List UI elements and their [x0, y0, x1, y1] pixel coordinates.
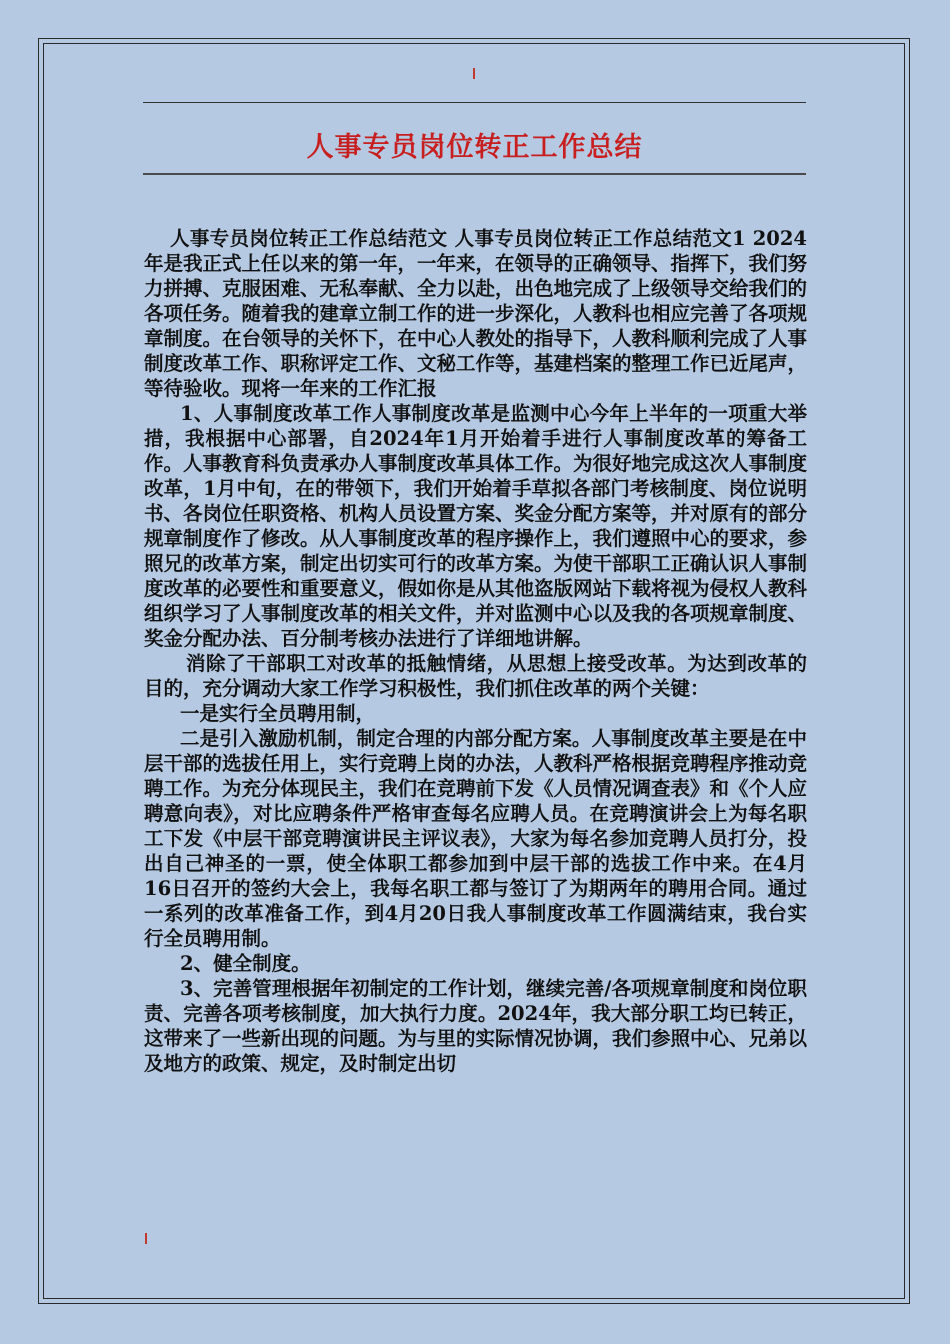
document-body — [144, 226, 807, 1076]
paragraph-intro: 人事专员岗位转正工作总结范文 人事专员岗位转正工作总结范文1 2024年是我正式上任以来的第一年，一年来，在领导的正确领导、指挥下，我们努力拼搏、克服困难、无私奉献、全力以赴，出色地完成了上级领导交给我们的各项任务。随着我的建章立制工作的进一步深化，人教科也相应完善了各项规章制度。在台领导的关怀下，在中心人教处的指导下，人教科顺利完成了人事制度改革工作、职称评定工作、文秘工作等，基建档案的整理工作已近尾声，等待验收。现将一年来的工作汇报 — [144, 227, 808, 400]
header-marker — [473, 68, 475, 79]
paragraph-item-2: 2、健全制度。 — [180, 952, 311, 975]
footer-marker — [145, 1233, 147, 1244]
document-title: 人事专员岗位转正工作总结 — [306, 132, 643, 163]
title-underline — [143, 173, 806, 175]
paragraph-key-1: 一是实行全员聘用制， — [180, 702, 376, 725]
paragraph-item-3: 3、完善管理根据年初制定的工作计划，继续完善/各项规章制度和岗位职责、完善各项考核制度，加大执行力度。2024年，我大部分职工均已转正，这带来了一些新出现的问题。为与里的实际情况协调，我们参照中心、兄弟以及地方的政策、规定，及时制定出切 — [144, 977, 808, 1075]
paragraph-continuation: 消除了干部职工对改革的抵触情绪，从思想上接受改革。为达到改革的目的，充分调动大家工作学习积极性，我们抓住改革的两个关键： — [144, 652, 807, 700]
paragraph-key-2: 二是引入激励机制，制定合理的内部分配方案。人事制度改革主要是在中层干部的选拔任用上，实行竞聘上岗的办法，人教科严格根据竞聘程序推动竞聘工作。为充分体现民主，我们在竞聘前下发《人员情况调查表》和《个人应聘意向表》，对比应聘条件严格审查每名应聘人员。在竞聘演讲会上为每名职工下发《中层干部竞聘演讲民主评议表》，大家为每名参加竞聘人员打分，投出自己神圣的一票，使全体职工都参加到中层干部的选拔工作中来。在4月16日召开的签约大会上，我每名职工都与签订了为期两年的聘用合同。通过一系列的改革准备工作，到4月20日我人事制度改革工作圆满结束，我台实行全员聘用制。 — [144, 727, 808, 950]
paragraph-item-1: 1、人事制度改革工作人事制度改革是监测中心今年上半年的一项重大举措，我根据中心部署，自2024年1月开始着手进行人事制度改革的筹备工作。人事教育科负责承办人事制度改革具体工作。为很好地完成这次人事制度改革，1月中旬，在的带领下，我们开始着手草拟各部门考核制度、岗位说明书、各岗位任职资格、机构人员设置方案、奖金分配方案等，并对原有的部分规章制度作了修改。从人事制度改革的程序操作上，我们遵照中心的要求，参照兄的改革方案，制定出切实可行的改革方案。为使干部职工正确认识人事制度改革的必要性和重要意义，假如你是从其他盗版网站下载将视为侵权人教科组织学习了人事制度改革的相关文件，并对监测中心以及我的各项规章制度、奖金分配办法、百分制考核办法进行了详细地讲解。 — [144, 402, 808, 650]
header-rule — [143, 102, 806, 103]
